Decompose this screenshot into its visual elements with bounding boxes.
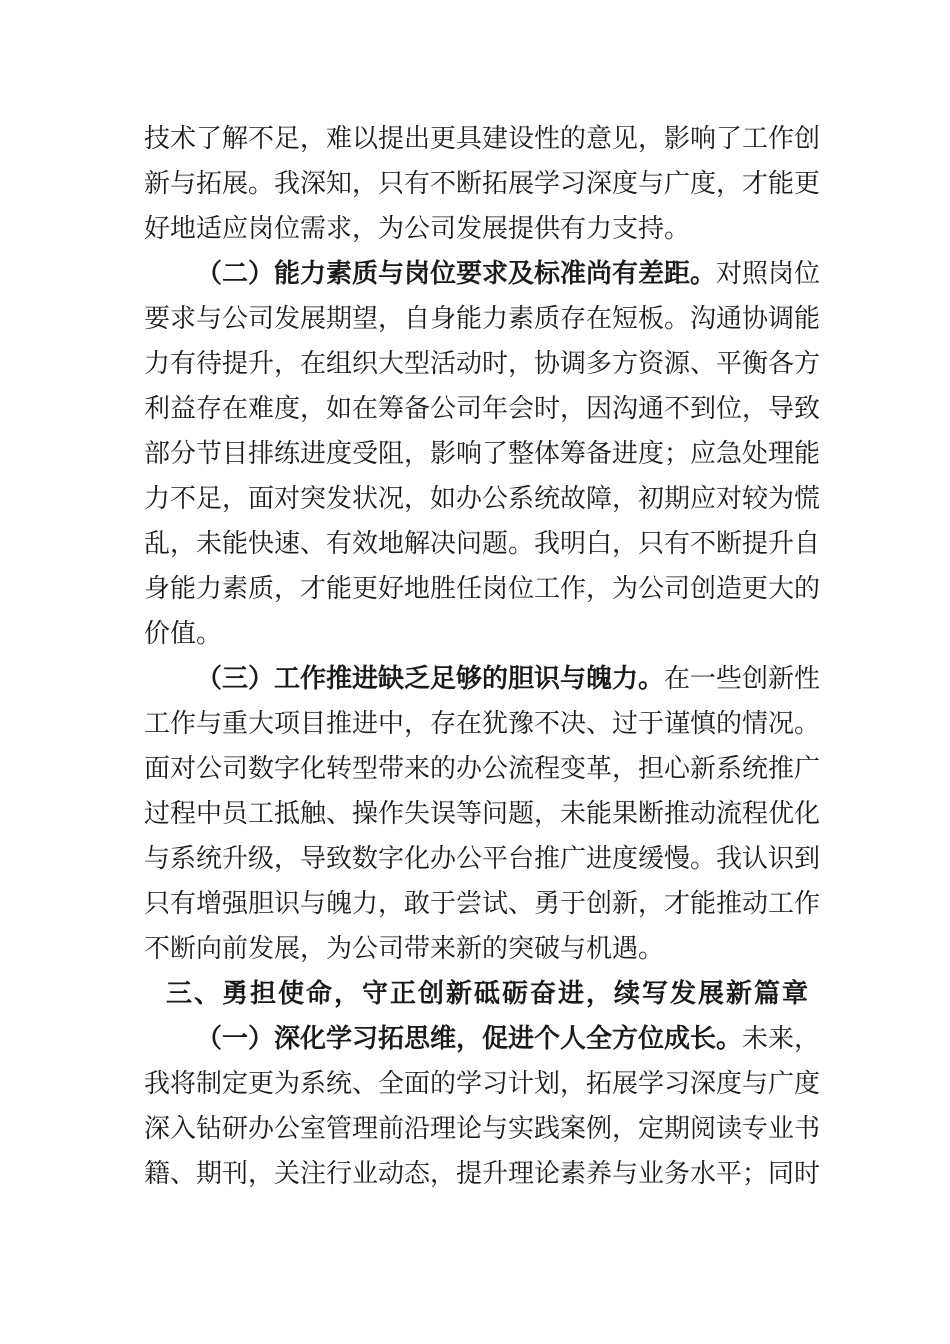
paragraph-line: 不断向前发展，为公司带来新的突破与机遇。 <box>144 934 665 964</box>
paragraph-text: 在一些创新性 <box>664 664 821 694</box>
paragraph-line: 好地适应岗位需求，为公司发展提供有力支持。 <box>144 214 691 244</box>
paragraph-text: 对照岗位 <box>716 259 821 289</box>
paragraph-text: 未来， <box>742 1024 821 1054</box>
paragraph-line: 只有增强胆识与魄力，敢于尝试、勇于创新，才能推动工作 <box>144 889 821 919</box>
paragraph-line: 工作与重大项目推进中，存在犹豫不决、过于谨慎的情况。 <box>144 709 821 739</box>
paragraph-line-with-subheading <box>196 1017 821 1062</box>
paragraph-line: 力有待提升，在组织大型活动时，协调多方资源、平衡各方 <box>144 349 821 379</box>
paragraph-line: 利益存在难度，如在筹备公司年会时，因沟通不到位，导致 <box>144 394 821 424</box>
paragraph-line: 部分节目排练进度受阻，影响了整体筹备进度；应急处理能 <box>144 439 821 469</box>
subheading-2: （二）能力素质与岗位要求及标准尚有差距。 <box>196 259 717 289</box>
paragraph-line: 我将制定更为系统、全面的学习计划，拓展学习深度与广度 <box>144 1069 821 1099</box>
paragraph-line: 身能力素质，才能更好地胜任岗位工作，为公司创造更大的 <box>144 574 821 604</box>
paragraph-line-with-subheading <box>196 252 821 297</box>
paragraph-line: 价值。 <box>144 619 223 649</box>
paragraph-line: 面对公司数字化转型带来的办公流程变革，担心新系统推广 <box>144 754 821 784</box>
paragraph-line: 籍、期刊，关注行业动态，提升理论素养与业务水平；同时 <box>144 1159 821 1189</box>
paragraph-line-with-subheading <box>196 657 821 702</box>
paragraph-line: 乱，未能快速、有效地解决问题。我明白，只有不断提升自 <box>144 529 821 559</box>
paragraph-line: 技术了解不足，难以提出更具建设性的意见，影响了工作创 <box>144 124 821 154</box>
paragraph-line: 与系统升级，导致数字化办公平台推广进度缓慢。我认识到 <box>144 844 821 874</box>
section-heading: 三、勇担使命，守正创新砥砺奋进，续写发展新篇章 <box>166 979 808 1009</box>
paragraph-line: 新与拓展。我深知，只有不断拓展学习深度与广度，才能更 <box>144 169 821 199</box>
subheading-3-1: （一）深化学习拓思维，促进个人全方位成长。 <box>196 1024 743 1054</box>
paragraph-line: 深入钻研办公室管理前沿理论与实践案例，定期阅读专业书 <box>144 1114 821 1144</box>
subheading-3: （三）工作推进缺乏足够的胆识与魄力。 <box>196 664 665 694</box>
paragraph-line: 要求与公司发展期望，自身能力素质存在短板。沟通协调能 <box>144 304 821 334</box>
paragraph-line: 力不足，面对突发状况，如办公系统故障，初期应对较为慌 <box>144 484 821 514</box>
paragraph-line: 过程中员工抵触、操作失误等问题，未能果断推动流程优化 <box>144 799 821 829</box>
